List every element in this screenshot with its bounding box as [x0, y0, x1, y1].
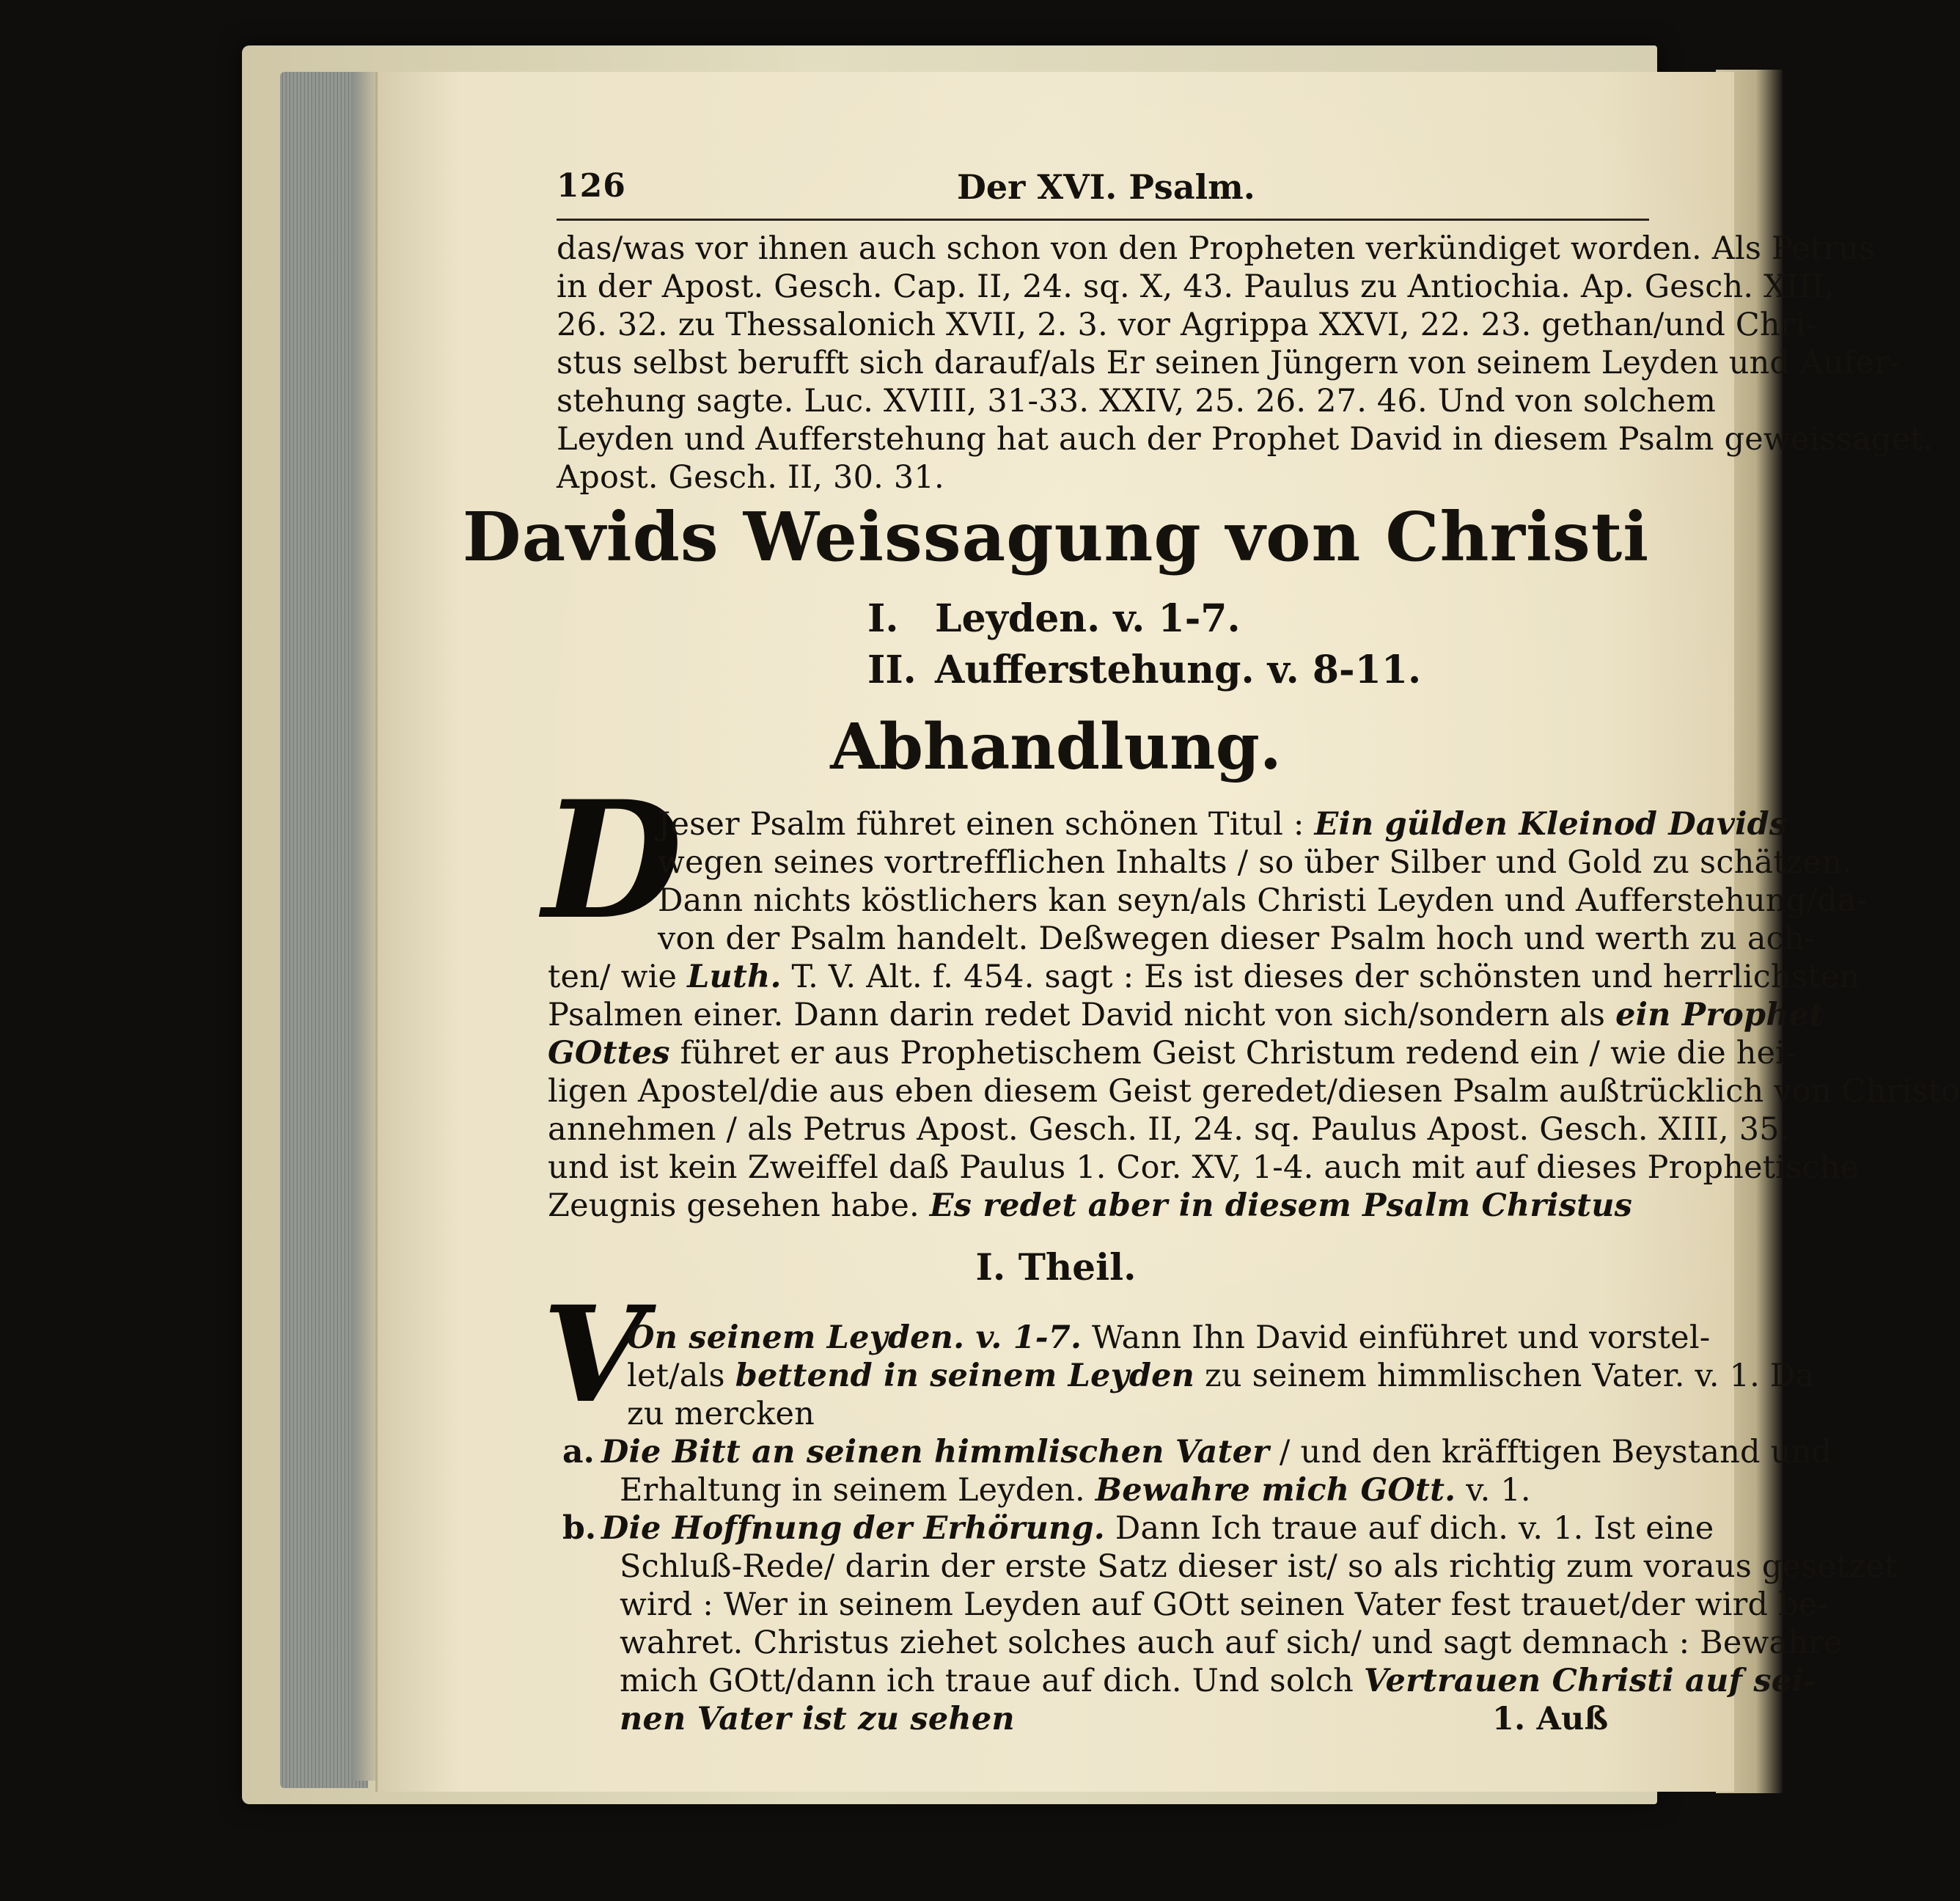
dropcap-v: V	[543, 1278, 645, 1432]
body-line: Jeser Psalm führet einen schönen Titul : Ein gülden Kleinod Davids	[658, 806, 1788, 843]
intro-line: stehung sagte. Luc. XVIII, 31-33. XXIV, 25. 26. 27. 46. Und von solchem	[557, 383, 1717, 420]
intro-line: das/was vor ihnen auch schon von den Propheten verkündiget worden. Als Petrus	[557, 230, 1876, 267]
intro-line: Apost. Gesch. II, 30. 31.	[557, 459, 944, 496]
part-text: Leyden. v. 1-7.	[935, 596, 1241, 641]
section-title: Abhandlung.	[830, 710, 1282, 784]
body-line: Psalmen einer. Dann darin redet David nicht von sich/sondern als ein Prophet	[548, 997, 1824, 1033]
body-line: annehmen / als Petrus Apost. Gesch. II, 24. sq. Paulus Apost. Gesch. XIII, 35.	[548, 1111, 1790, 1148]
intro-line: 26. 32. zu Thessalonich XVII, 2. 3. vor Agrippa XXVI, 22. 23. gethan/und Chri-	[557, 307, 1817, 343]
item-line: nen Vater ist zu sehen	[620, 1701, 1015, 1737]
chapter-title: Davids Weissagung von Christi	[462, 497, 1650, 576]
body-line: zu mercken	[627, 1396, 815, 1432]
body-line: On seinem Leyden. v. 1-7. Wann Ihn David einführet und vorstel-	[627, 1319, 1711, 1356]
item-line: wahret. Christus ziehet solches auch auf sich/ und sagt demnach : Bewahre	[620, 1625, 1843, 1661]
item-line: Die Bitt an seinen himmlischen Vater / und den kräfftigen Beystand und	[601, 1434, 1832, 1470]
body-line: Dann nichts köstlichers kan seyn/als Christi Leyden und Aufferstehung/da-	[658, 882, 1868, 919]
item-marker: a.	[562, 1433, 595, 1470]
part-heading: I. Theil.	[975, 1245, 1137, 1289]
dropcap-d: D	[543, 765, 683, 955]
intro-line: in der Apost. Gesch. Cap. II, 24. sq. X, 43. Paulus zu Antiochia. Ap. Gesch. XIII,	[557, 268, 1835, 305]
body-line: von der Psalm handelt. Deßwegen dieser Psalm hoch und werth zu ach-	[658, 920, 1816, 957]
item-line: Schluß-Rede/ darin der erste Satz dieser ist/ so als richtig zum voraus gesetzet	[620, 1548, 1898, 1585]
running-head: Der XVI. Psalm.	[957, 167, 1255, 207]
header-rule	[557, 219, 1649, 221]
part-text: Aufferstehung. v. 8-11.	[935, 648, 1422, 692]
book-page	[375, 72, 1960, 1792]
part-number: II.	[867, 648, 917, 692]
intro-line: stus selbst berufft sich darauf/als Er seinen Jüngern von seinem Leyden und Aufer-	[557, 345, 1901, 381]
body-line: GOttes führet er aus Prophetischem Geist Christum redend ein / wie die hei-	[548, 1035, 1796, 1072]
body-line: ten/ wie Luth. T. V. Alt. f. 454. sagt : Es ist dieses der schönsten und herrlichsten	[548, 959, 1860, 995]
part-number: I.	[867, 596, 899, 641]
body-line: ligen Apostel/die aus eben diesem Geist geredet/diesen Psalm außtrücklich von Christo	[548, 1073, 1960, 1110]
page-number: 126	[557, 167, 626, 205]
intro-line: Leyden und Aufferstehung hat auch der Prophet David in diesem Psalm geweissaget.	[557, 421, 1934, 458]
body-line: let/als bettend in seinem Leyden zu seinem himmlischen Vater. v. 1. Da	[627, 1358, 1815, 1394]
page-edge-shadow	[352, 72, 378, 1781]
body-line: und ist kein Zweiffel daß Paulus 1. Cor. XV, 1-4. auch mit auf dieses Prophetische	[548, 1149, 1860, 1186]
item-line: mich GOtt/dann ich traue auf dich. Und solch Vertrauen Christi auf sei-	[620, 1663, 1817, 1699]
body-line: wegen seines vortrefflichen Inhalts / so über Silber und Gold zu schätzen.	[658, 844, 1853, 881]
item-line: wird : Wer in seinem Leyden auf GOtt seinen Vater fest trauet/der wird be-	[620, 1586, 1829, 1623]
body-line: Zeugnis gesehen habe. Es redet aber in diesem Psalm Christus	[548, 1187, 1633, 1224]
catchword: 1. Auß	[1492, 1701, 1609, 1737]
item-line: Die Hoffnung der Erhörung. Dann Ich traue auf dich. v. 1. Ist eine	[601, 1510, 1714, 1547]
item-marker: b.	[562, 1509, 597, 1547]
item-line: Erhaltung in seinem Leyden. Bewahre mich GOtt. v. 1.	[620, 1472, 1531, 1509]
